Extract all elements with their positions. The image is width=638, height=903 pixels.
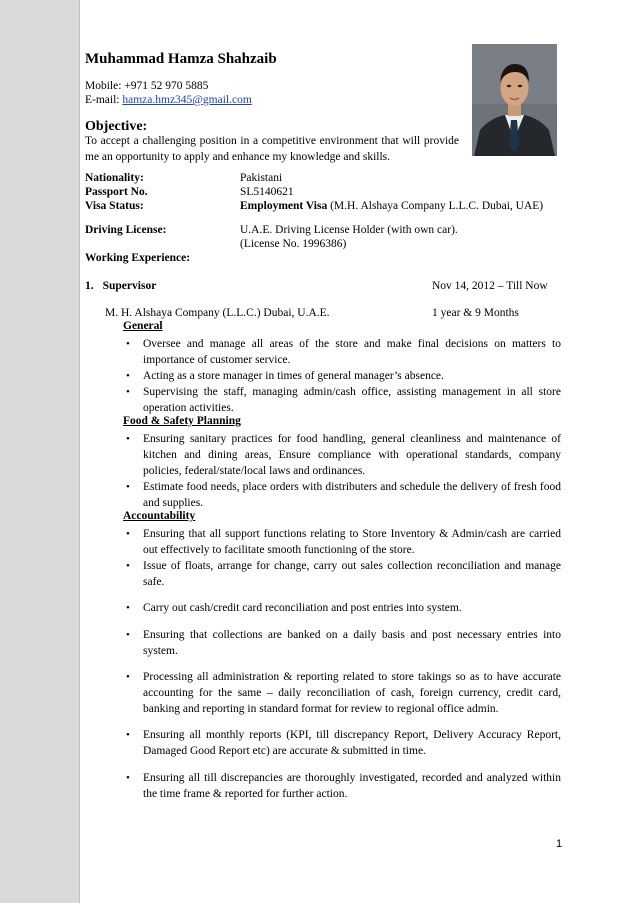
- job-title: Supervisor: [102, 280, 157, 292]
- accountability-bullet-c: [122, 627, 561, 659]
- nationality-value: Pakistani: [240, 172, 283, 184]
- mobile-line: [85, 79, 208, 93]
- accountability-bullet-d: [122, 669, 561, 717]
- general-bullet-list: [122, 336, 561, 416]
- list-item: • Estimate food needs, place orders with distributers and schedule the delivery of fresh food and supplies.: [122, 479, 561, 511]
- license-label: Driving License:: [85, 224, 167, 236]
- list-item: • Carry out cash/credit card reconciliation and post entries into system.: [122, 600, 561, 616]
- accountability-bullet-b: [122, 600, 561, 616]
- mobile-label: Mobile:: [85, 80, 122, 92]
- experience-heading: Working Experience:: [85, 252, 191, 264]
- accountability-bullet-e: [122, 727, 561, 759]
- list-item: • Ensuring all till discrepancies are thoroughly investigated, recorded and analyzed within the time frame & reported for further action.: [122, 770, 561, 802]
- resume-page: [85, 0, 561, 903]
- list-item: • Ensuring sanitary practices for food handling, general cleanliness and maintenance of kitchen and dining areas, Ensure compliance with operational standards, company policies, federal/state/local laws and ordinances.: [122, 431, 561, 479]
- list-item: • Ensuring that collections are banked on a daily basis and post necessary entries into system.: [122, 627, 561, 659]
- list-item: • Ensuring that all support functions relating to Store Inventory & Admin/cash are carried out effectively to facilitate smooth functioning of the store.: [122, 526, 561, 558]
- visa-sponsor: (M.H. Alshaya Company L.L.C. Dubai, UAE): [327, 200, 544, 212]
- visa-label: Visa Status:: [85, 200, 144, 212]
- email-label: E-mail:: [85, 94, 120, 106]
- list-item: • Ensuring all monthly reports (KPI, till discrepancy Report, Delivery Accuracy Report, Damaged Good Report etc) are accurate & submitted in time.: [122, 727, 561, 759]
- accountability-bullet-f: [122, 770, 561, 802]
- section-food-safety-title: Food & Safety Planning: [123, 415, 241, 427]
- list-item: • Acting as a store manager in times of general manager’s absence.: [122, 368, 561, 384]
- job-company: M. H. Alshaya Company (L.L.C.) Dubai, U.A.E.: [105, 307, 330, 319]
- objective-heading: Objective:: [85, 119, 148, 134]
- job-title-line: [85, 279, 156, 293]
- list-item: • Issue of floats, arrange for change, carry out sales collection reconciliation and manage safe.: [122, 558, 561, 590]
- job-number: 1.: [85, 280, 94, 292]
- objective-text: To accept a challenging position in a competitive environment that will provide me an opportunity to apply and enhance my knowledge and skills.: [85, 135, 459, 163]
- food-safety-bullet-list: [122, 431, 561, 511]
- passport-value: SL5140621: [240, 186, 294, 198]
- email-link[interactable]: hamza.hmz345@gmail.com: [122, 94, 252, 106]
- portrait-image: [472, 44, 557, 156]
- profile-photo: [472, 44, 557, 156]
- job-duration: 1 year & 9 Months: [432, 307, 519, 319]
- section-accountability-title: Accountability: [123, 510, 196, 522]
- license-line-1: U.A.E. Driving License Holder (with own car).: [240, 224, 458, 236]
- visa-value: [240, 199, 543, 213]
- passport-label: Passport No.: [85, 186, 148, 198]
- job-dates: Nov 14, 2012 – Till Now: [432, 280, 548, 292]
- list-item: • Oversee and manage all areas of the store and make final decisions on matters to importance of customer service.: [122, 336, 561, 368]
- left-margin-bar: [0, 0, 80, 903]
- section-general-title: General: [123, 320, 163, 332]
- list-item: • Processing all administration & reporting related to store takings so as to have accurate accounting for the same – daily reconciliation of cash, foreign currency, credit card, banking and reporting in standard format for review to regional office admin.: [122, 669, 561, 717]
- page-number: 1: [556, 838, 563, 850]
- list-item: • Supervising the staff, managing admin/cash office, assisting management in all store operation activities.: [122, 384, 561, 416]
- visa-type: Employment Visa: [240, 200, 328, 212]
- nationality-label: Nationality:: [85, 172, 144, 184]
- mobile-number: +971 52 970 5885: [124, 80, 209, 92]
- email-line: [85, 93, 252, 107]
- license-line-2: (License No. 1996386): [240, 238, 347, 250]
- accountability-bullet-list-a: [122, 526, 561, 590]
- candidate-name: Muhammad Hamza Shahzaib: [85, 51, 277, 67]
